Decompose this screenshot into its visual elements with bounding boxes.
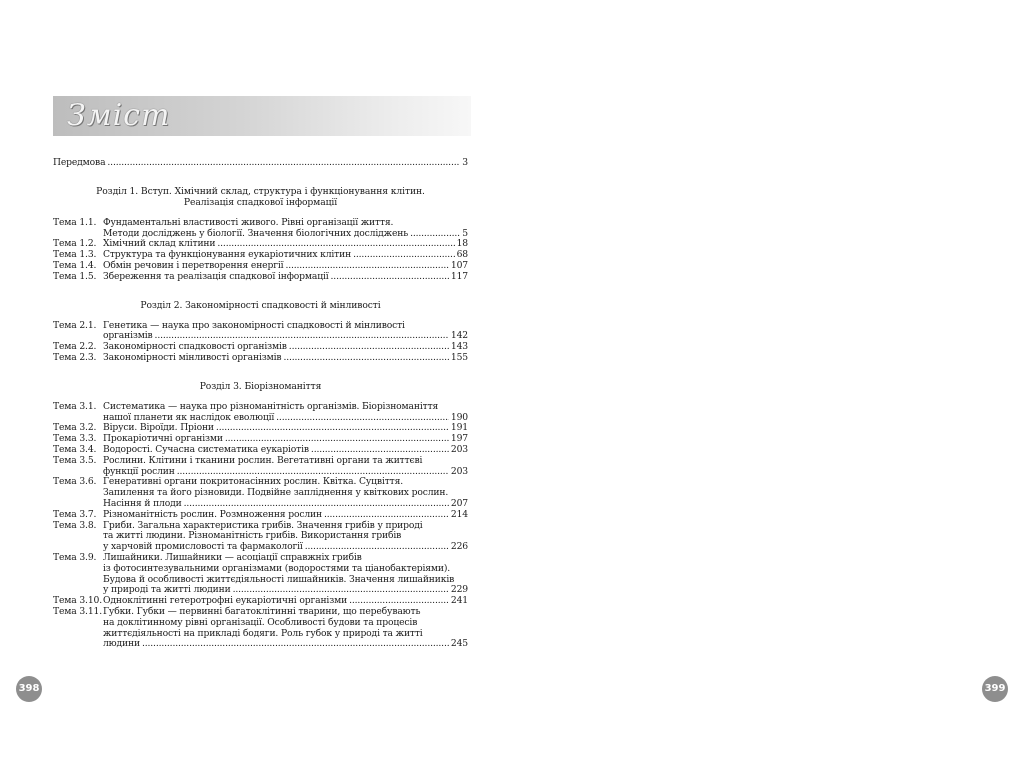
topic-label: Тема 3.9. <box>53 551 97 563</box>
section-heading-line: Реалізація спадкової інформації <box>183 196 338 208</box>
toc-entry-preface[interactable] <box>53 158 468 169</box>
topic-title-text: нашої планети як наслідок еволюції <box>103 411 275 423</box>
toc-entry[interactable] <box>53 218 468 240</box>
page-ref: 18 <box>456 238 468 250</box>
toc-entry[interactable] <box>53 477 468 509</box>
toc-title: Зміст <box>67 98 171 133</box>
page-ref: 190 <box>450 411 468 423</box>
page-ref: 197 <box>450 433 468 445</box>
topic-line <box>103 402 468 413</box>
section-heading-line: Розділ 3. Біорізноманіття <box>199 380 322 392</box>
toc-entry[interactable] <box>53 456 468 478</box>
topic-title-text: Водорості. Сучасна систематика еукаріотів <box>103 443 309 455</box>
topic-label: Тема 3.6. <box>53 476 97 488</box>
section-3-heading <box>53 381 468 392</box>
leader-dots <box>142 639 449 650</box>
topic-title-text: Насіння й плоди <box>103 497 182 509</box>
topic-title-text: Будова й особливості життєдіяльності лишайників. Значення лишайників <box>103 573 455 585</box>
page-ref: 207 <box>450 497 468 509</box>
topic-label: Тема 3.5. <box>53 454 97 466</box>
topic-label: Тема 1.1. <box>53 216 97 228</box>
topic-line <box>103 218 468 229</box>
topic-text <box>103 272 468 283</box>
topic-label: Тема 3.8. <box>53 519 97 531</box>
page-ref: 117 <box>450 270 468 282</box>
topic-title-text: Хімічний склад клітини <box>103 238 216 250</box>
topic-text <box>103 456 468 478</box>
topic-line <box>103 321 468 332</box>
topic-text <box>103 553 468 596</box>
toc-entry[interactable] <box>53 521 468 553</box>
topic-label: Тема 3.10. <box>53 595 102 607</box>
topic-title-text: Прокаріотичні організми <box>103 433 223 445</box>
section-2-heading <box>53 300 468 311</box>
topic-title-text: Віруси. Віроїди. Пріони <box>103 422 214 434</box>
topic-text <box>103 321 468 343</box>
topic-label: Тема 1.4. <box>53 259 97 271</box>
topic-label: Тема 3.3. <box>53 433 97 445</box>
topic-label: Тема 3.1. <box>53 400 97 412</box>
page-ref: 5 <box>462 227 468 239</box>
leader-dots <box>324 510 449 521</box>
topic-label: Тема 3.4. <box>53 443 97 455</box>
topic-label: Тема 1.3. <box>53 249 97 261</box>
topic-title-text: Генеративні органи покритонасінних рослин. Квітка. Суцвіття. <box>103 476 404 488</box>
section-heading-line: Розділ 1. Вступ. Хімічний склад, структура і функціонування клітин. <box>96 185 425 197</box>
section-1-entries <box>53 218 468 283</box>
topic-title-text: Закономірності мінливості організмів <box>103 351 282 363</box>
topic-label: Тема 2.2. <box>53 341 97 353</box>
topic-title-text: Генетика — наука про закономірності спадковості й мінливості <box>103 319 405 331</box>
preface-page: 3 <box>462 157 468 168</box>
topic-title-text: у природі та житті людини <box>103 584 231 596</box>
topic-text <box>103 607 468 650</box>
page-ref: 143 <box>450 341 468 353</box>
topic-label: Тема 1.5. <box>53 270 97 282</box>
leader-dots <box>331 272 449 283</box>
topic-label: Тема 3.7. <box>53 508 97 520</box>
page-ref: 107 <box>450 259 468 271</box>
topic-line <box>103 456 468 467</box>
topic-text <box>103 477 468 509</box>
page-ref: 142 <box>450 330 468 342</box>
leader-dots <box>289 342 449 353</box>
page-ref: 245 <box>450 638 468 650</box>
page-number-badge-left: 398 <box>16 676 42 702</box>
topic-title-text: Гриби. Загальна характеристика грибів. Значення грибів у природі <box>103 519 423 531</box>
topic-label: Тема 3.11. <box>53 605 102 617</box>
topic-text <box>103 353 468 364</box>
topic-title-text: Запилення та його різновиди. Подвійне запліднення у квіткових рослин. <box>103 487 449 499</box>
topic-title-text: Лишайники. Лишайники — асоціації справжніх грибів <box>103 551 362 563</box>
topic-line <box>103 564 468 575</box>
topic-line <box>103 272 468 283</box>
page-ref: 155 <box>450 351 468 363</box>
page-ref: 68 <box>456 249 468 261</box>
toc-entry[interactable] <box>53 607 468 650</box>
topic-title-text: організмів <box>103 330 153 342</box>
topic-label: Тема 2.3. <box>53 351 97 363</box>
toc-title-band <box>53 96 471 136</box>
toc-entry[interactable] <box>53 510 468 521</box>
topic-line <box>103 629 468 640</box>
page-ref: 203 <box>450 465 468 477</box>
toc-entry[interactable] <box>53 402 468 424</box>
topic-title-text: та житті людини. Різноманітність грибів. Використання грибів <box>103 530 402 542</box>
topic-title-text: Закономірності спадковості організмів <box>103 341 287 353</box>
topic-title-text: Систематика — наука про різноманітність організмів. Біорізноманіття <box>103 400 439 412</box>
topic-text <box>103 218 468 240</box>
topic-title-text: функції рослин <box>103 465 175 477</box>
topic-title-text: Губки. Губки — первинні багатоклітинні тварини, що перебувають <box>103 605 421 617</box>
topic-label: Тема 3.2. <box>53 422 97 434</box>
leader-dots <box>353 250 455 261</box>
page-number-badge-right: 399 <box>982 676 1008 702</box>
page-ref: 226 <box>450 541 468 553</box>
toc-entry[interactable] <box>53 321 468 343</box>
topic-title-text: Обмін речовин і перетворення енергії <box>103 259 284 271</box>
topic-label: Тема 2.1. <box>53 319 97 331</box>
preface-text: Передмова <box>53 157 106 168</box>
topic-title-text: Рослини. Клітини і тканини рослин. Вегетативні органи та життєві <box>103 454 423 466</box>
topic-line <box>103 353 468 364</box>
leader-dots <box>410 229 460 240</box>
topic-title-text: Різноманітність рослин. Розмноження рослин <box>103 508 322 520</box>
toc-entry[interactable] <box>53 553 468 596</box>
topic-title-text: Одноклітинні гетеротрофні еукаріотичні організми <box>103 595 348 607</box>
page-ref: 229 <box>450 584 468 596</box>
topic-text <box>103 521 468 553</box>
topic-title-text: Структура та функціонування еукаріотичних клітин <box>103 249 352 261</box>
topic-title-text: із фотосинтезувальними організмами (водоростями та ціанобактеріями). <box>103 562 451 574</box>
topic-line <box>103 510 468 521</box>
section-heading-line: Розділ 2. Закономірності спадковості й мінливості <box>140 299 381 311</box>
right-page <box>512 0 1024 768</box>
section-2-entries <box>53 321 468 364</box>
topic-title-text: Методи досліджень у біології. Значення біологічних досліджень <box>103 227 409 239</box>
topic-text <box>103 510 468 521</box>
leader-dots <box>107 158 460 169</box>
topic-label: Тема 1.2. <box>53 238 97 250</box>
topic-title-text: на доклітинному рівні організації. Особливості будови та процесів <box>103 616 418 628</box>
topic-text <box>103 402 468 424</box>
page-ref: 214 <box>450 508 468 520</box>
leader-dots <box>216 423 449 434</box>
toc-entry[interactable] <box>53 353 468 364</box>
page-ref: 191 <box>450 422 468 434</box>
leader-dots <box>283 353 448 364</box>
leader-dots <box>276 413 449 424</box>
topic-line <box>103 639 468 650</box>
section-3-entries <box>53 402 468 650</box>
page-ref: 241 <box>450 595 468 607</box>
topic-title-text: у харчовій промисловості та фармакології <box>103 541 303 553</box>
toc-entry[interactable] <box>53 272 468 283</box>
topic-title-text: життєдіяльності на прикладі бодяги. Роль губок у природі та житті <box>103 627 423 639</box>
topic-title-text: людини <box>103 638 140 650</box>
topic-title-text: Збереження та реалізація спадкової інформації <box>103 270 329 282</box>
page-ref: 203 <box>450 443 468 455</box>
topic-line <box>103 618 468 629</box>
toc-left-column <box>53 158 468 650</box>
topic-title-text: Фундаментальні властивості живого. Рівні організації життя. <box>103 216 394 228</box>
section-1-heading <box>53 186 468 208</box>
